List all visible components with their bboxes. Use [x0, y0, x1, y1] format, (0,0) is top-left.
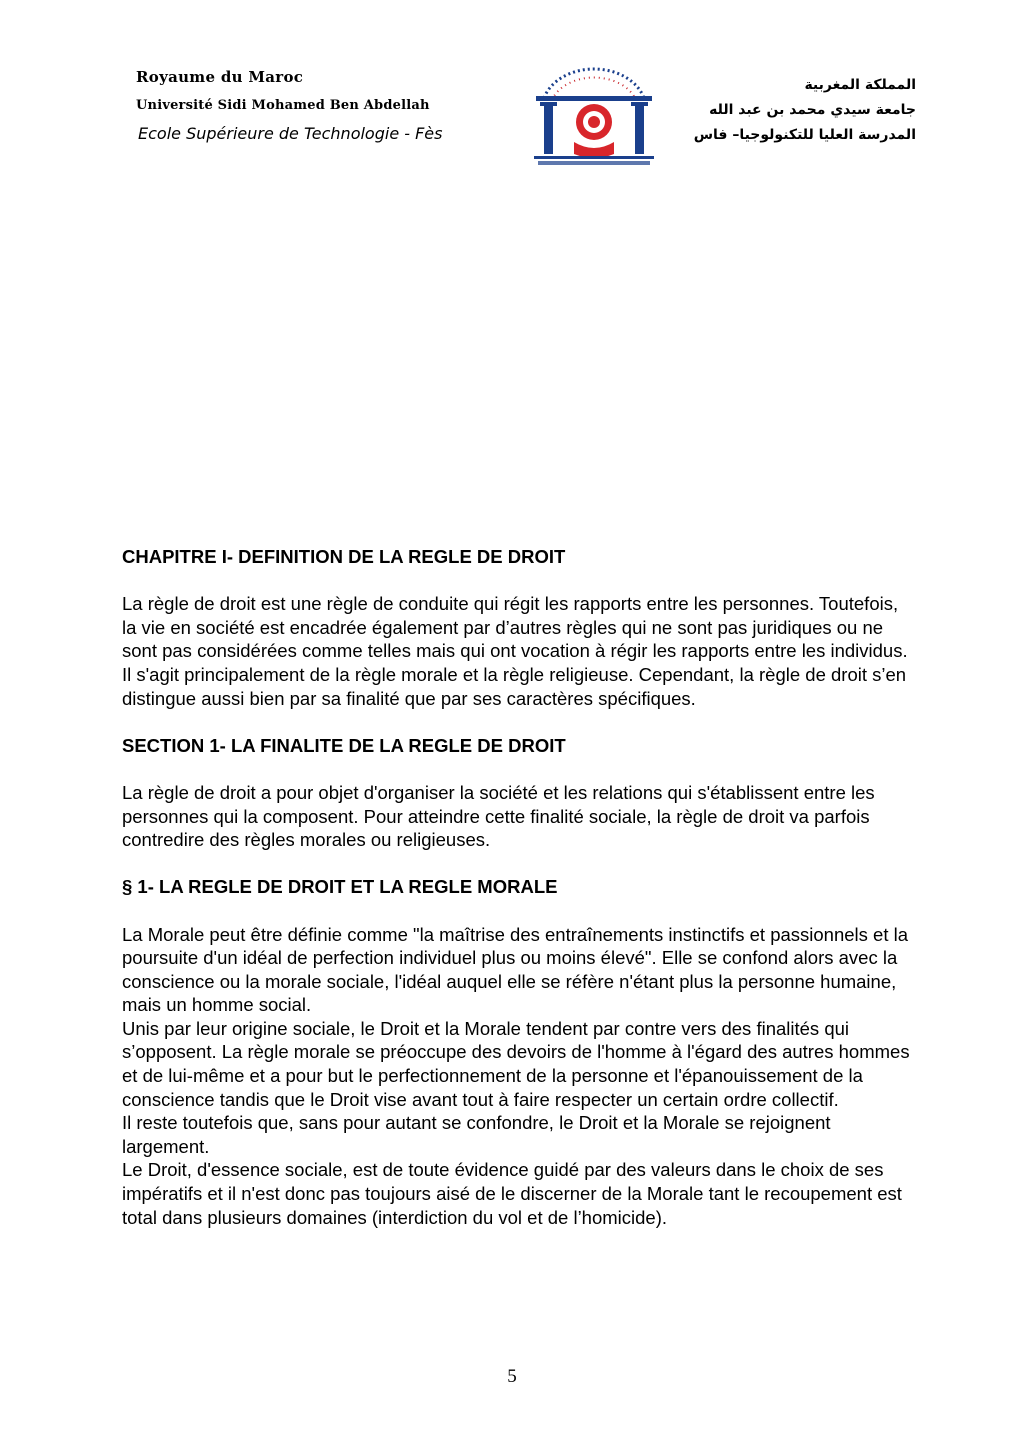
- paragraph-1-title: § 1- LA REGLE DE DROIT ET LA REGLE MORALE: [122, 876, 558, 898]
- header-kingdom: Royaume du Maroc: [136, 68, 304, 86]
- header-right-arabic: [694, 78, 916, 153]
- university-crest-logo: [530, 58, 658, 168]
- droit-morale-finalites-paragraph: Unis par leur origine sociale, le Droit et la Morale tendent par contre vers des finalités qui s’opposent. La règle morale se préoccupe des devoirs de l'homme à l'égard des autres hommes et de lui-même et a pour but le perfectionnement de la personne et l'épanouissement de la conscience tandis que le Droit vise avant tout à faire respecter un certain ordre collectif.: [122, 1017, 910, 1110]
- header-school-arabic: المدرسة العليا للتكنولوجيا– فاس: [693, 127, 916, 143]
- header-university: Université Sidi Mohamed Ben Abdellah: [136, 98, 430, 113]
- intro-paragraph: La règle de droit est une règle de conduite qui régit les rapports entre les personnes. Toutefois, la vie en société est encadrée également par d’autres règles qui ne sont pas juridiques ou ne sont pas considérées comme telles mais qui ont vocation à régir les rapports entre les individus. Il s'agit principalement de la règle morale et la règle religieuse. Cependant, la règle de droit s’en distingue aussi bien par sa finalité que par ses caractères spécifiques.: [122, 593, 908, 709]
- droit-essence-sociale-paragraph: Le Droit, d'essence sociale, est de toute évidence guidé par des valeurs dans le choix de ses impératifs et il n'est donc pas toujours aisé de le discerner de la Morale tant le recoupement est total dans plusieurs domaines (interdiction du vol et de l’homicide).: [122, 1159, 902, 1228]
- crest-icon: [530, 58, 658, 168]
- header-school: Ecole Supérieure de Technologie - Fès: [138, 124, 443, 143]
- page-number: 5: [507, 1366, 517, 1387]
- section-1-title: SECTION 1- LA FINALITE DE LA REGLE DE DROIT: [122, 734, 566, 756]
- header-left: [136, 70, 442, 142]
- morale-definition-paragraph: La Morale peut être définie comme "la maîtrise des entraînements instinctifs et passionnels et la poursuite d'un idéal de perfection individuel plus ou moins élevé". Elle se confond alors avec la conscience ou la morale sociale, l'idéal auquel elle se réfère n'étant plus la personne humaine, mais un homme social.: [122, 923, 909, 1016]
- header-kingdom-arabic: المملكة المغربية: [804, 77, 916, 93]
- document-body: [122, 545, 912, 1229]
- section-1-paragraph: La règle de droit a pour objet d'organiser la société et les relations qui s'établissent entre les personnes qui la composent. Pour atteindre cette finalité sociale, la règle de droit va parfois contredire des règles morales ou religieuses.: [122, 781, 875, 851]
- header-university-arabic: جامعة سيدي محمد بن عبد الله: [709, 102, 916, 118]
- droit-morale-rejoignent-paragraph: Il reste toutefois que, sans pour autant se confondre, le Droit et la Morale se rejoignent largement.: [122, 1112, 831, 1157]
- chapter-title: CHAPITRE I- DEFINITION DE LA REGLE DE DROIT: [122, 546, 566, 567]
